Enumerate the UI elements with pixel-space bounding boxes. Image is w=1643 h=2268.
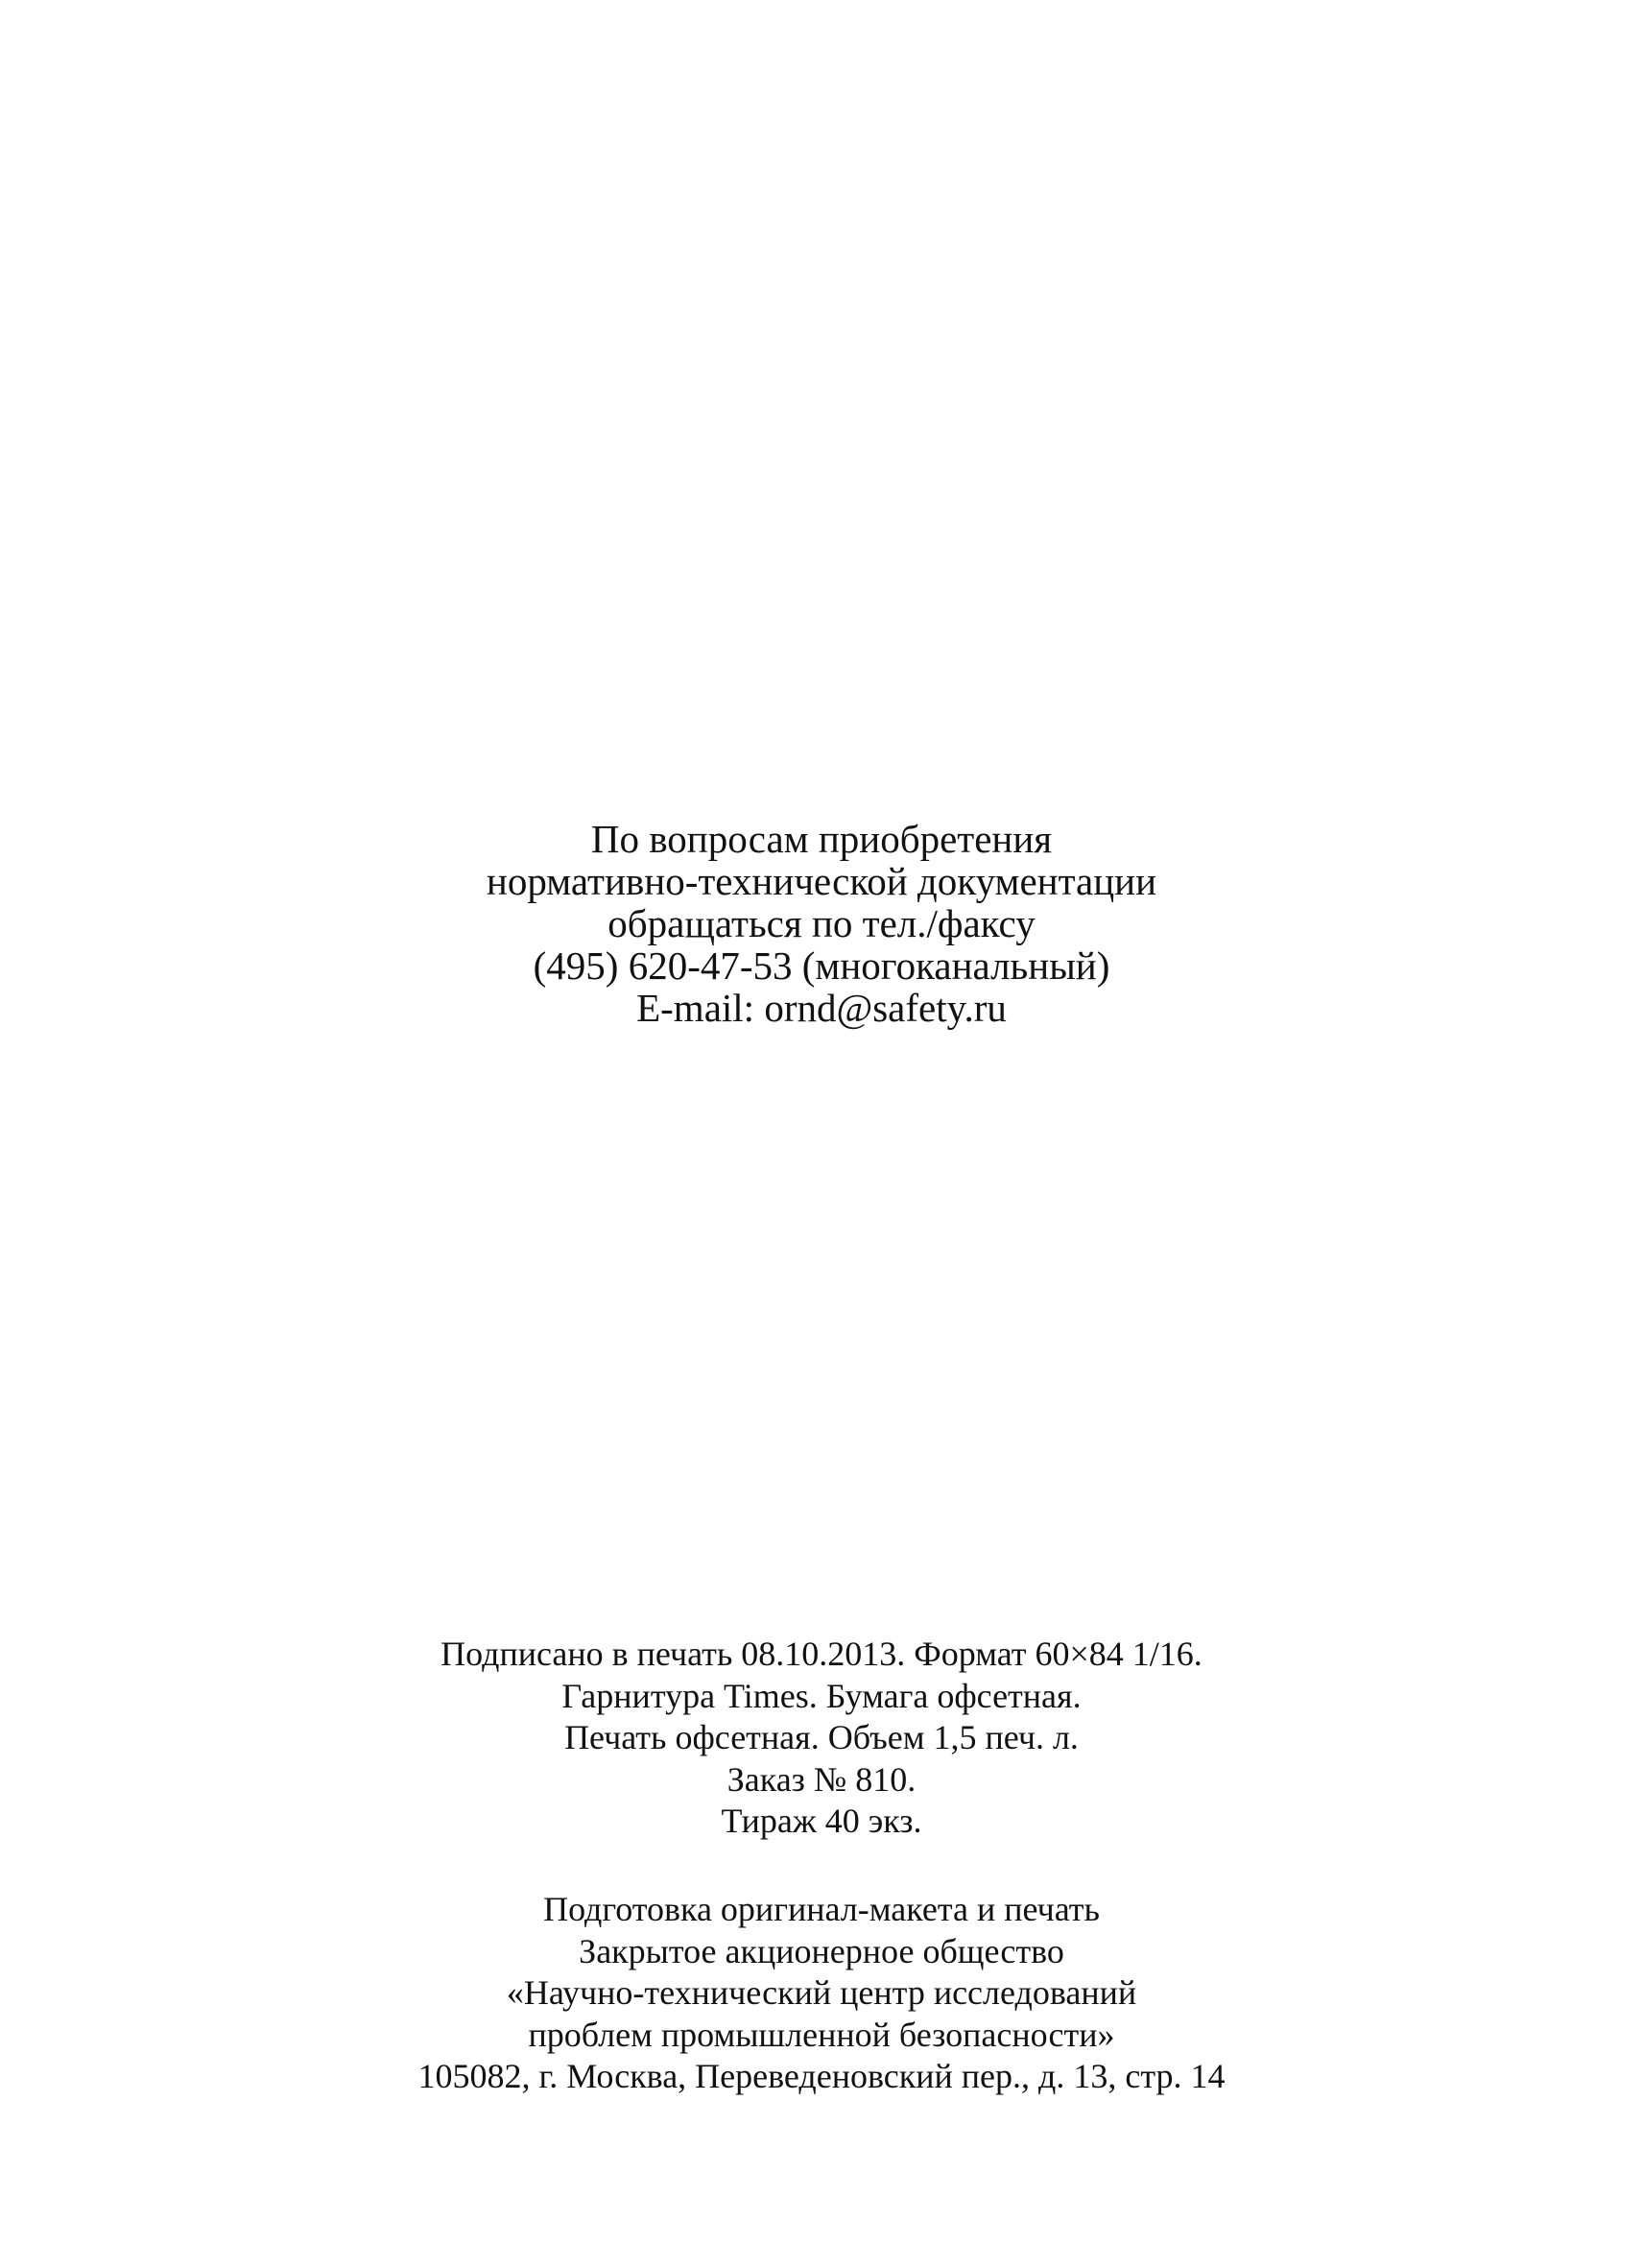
imprint-signed-date-format: Подписано в печать 08.10.2013. Формат 60×84 1/16. xyxy=(441,1635,1202,1673)
contact-info-block xyxy=(0,818,1643,1029)
printer-line-company-name-2: проблем промышленной безопасности» xyxy=(528,2015,1115,2054)
printer-line-preparation: Подготовка оригинал-макета и печать xyxy=(543,1890,1100,1928)
imprint-print-volume: Печать офсетная. Объем 1,5 печ. л. xyxy=(564,1718,1079,1756)
printer-address: 105082, г. Москва, Переведеновский пер., д. 13, стр. 14 xyxy=(417,2057,1226,2095)
contact-line-phone-fax: обращаться по тел./факсу xyxy=(607,901,1036,945)
printer-info-block xyxy=(0,1889,1643,2098)
contact-phone-number: (495) 620-47-53 (многоканальный) xyxy=(533,943,1110,988)
contact-email: E-mail: ornd@safety.ru xyxy=(636,986,1007,1030)
imprint-order-number: Заказ № 810. xyxy=(726,1759,917,1799)
imprint-info-block xyxy=(0,1634,1643,1843)
imprint-circulation: Тираж 40 экз. xyxy=(721,1802,922,1840)
contact-line-documentation: нормативно-технической документации xyxy=(486,859,1157,903)
imprint-typeface-paper: Гарнитура Times. Бумага офсетная. xyxy=(561,1676,1082,1715)
printer-line-company-name-1: «Научно-технический центр исследований xyxy=(506,1973,1137,2012)
printer-line-company-type: Закрытое акционерное общество xyxy=(579,1931,1064,1970)
contact-line-purchase: По вопросам приобретения xyxy=(590,817,1053,861)
